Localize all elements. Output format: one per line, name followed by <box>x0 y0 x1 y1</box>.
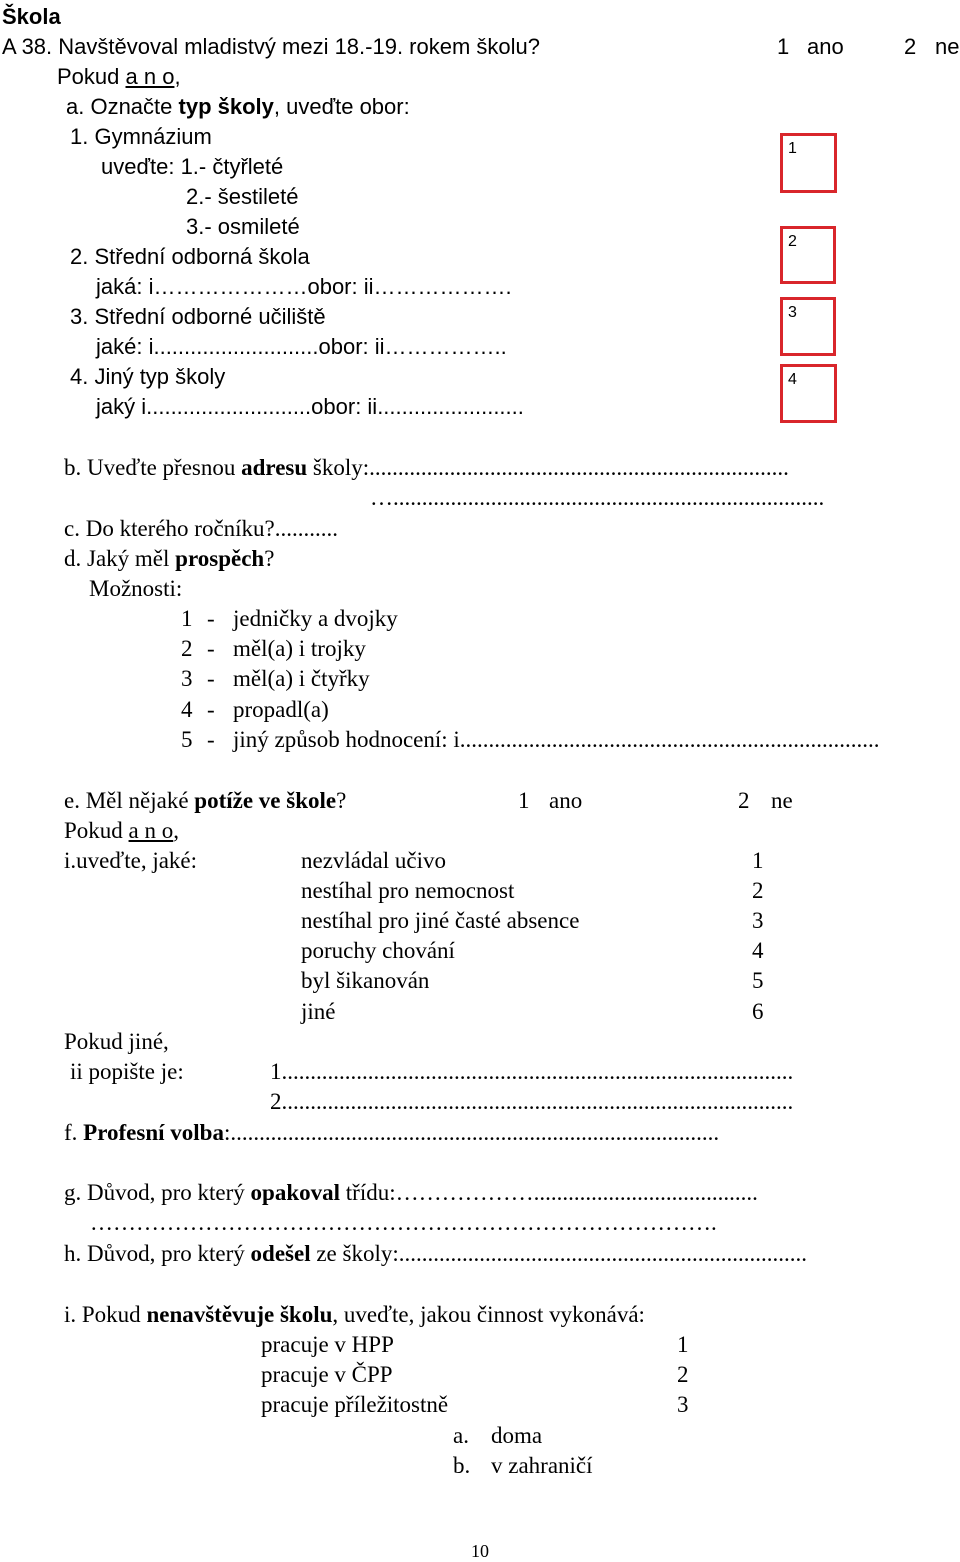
performance-option-code: 5 <box>181 727 193 752</box>
performance-option-dash: - <box>207 666 215 691</box>
performance-option-code: 3 <box>181 666 193 691</box>
question-h-left[interactable]: h. Důvod, pro který odešel ze školy:....................................................................... <box>64 1241 807 1266</box>
e-which-label: i.uveďte, jaké: <box>64 848 198 873</box>
question-a38: A 38. Navštěvoval mladistvý mezi 18.-19. rokem školu? <box>2 34 541 59</box>
question-f-career[interactable]: f. Profesní volba:..................................................................................... <box>64 1120 720 1145</box>
gymnasium-option-1: uveďte: 1.- čtyřleté <box>101 154 284 179</box>
e-yes-label: ano <box>549 788 583 813</box>
e-no-label: ne <box>771 788 793 813</box>
answer-box-3[interactable]: 3 <box>780 297 836 356</box>
question-a-school-type: a. Označte typ školy, uveďte obor: <box>66 94 410 119</box>
answer-box-1[interactable]: 1 <box>780 133 837 193</box>
question-c-grade[interactable]: c. Do kterého ročníku?........... <box>64 516 339 541</box>
activity-label: pracuje příležitostně <box>261 1392 449 1417</box>
problem-code: 5 <box>752 968 764 993</box>
activity-code: 2 <box>677 1362 689 1387</box>
other-problem-line-1[interactable]: 1......................................................................................... <box>270 1059 794 1084</box>
performance-option-code: 2 <box>181 636 193 661</box>
activity-label: pracuje v ČPP <box>261 1362 393 1387</box>
question-g-repeat[interactable]: g. Důvod, pro který opakoval třídu:………………....................................... <box>64 1180 758 1205</box>
question-b-address[interactable]: b. Uveďte přesnou adresu školy:......................................................................... <box>64 455 789 480</box>
page-number: 10 <box>471 1541 489 1561</box>
e-yes-code: 1 <box>518 788 530 813</box>
school-type-4: 4. Jiný typ školy <box>70 364 226 389</box>
problem-label: poruchy chování <box>301 938 455 963</box>
school-type-4-detail[interactable]: jaký i...........................obor: ii........................ <box>96 394 524 419</box>
performance-option-dash: - <box>207 636 215 661</box>
activity-code: 3 <box>677 1392 689 1417</box>
place-label: doma <box>491 1423 543 1448</box>
question-i-activity: i. Pokud nenavštěvuje školu, uveďte, jakou činnost vykonává: <box>64 1302 645 1327</box>
a38-no-code: 2 <box>904 34 917 59</box>
problem-code: 6 <box>752 999 764 1024</box>
performance-option-dash: - <box>207 697 215 722</box>
question-d-performance: d. Jaký měl prospěch? <box>64 546 275 571</box>
performance-options-label: Možnosti: <box>89 576 183 601</box>
performance-option-dash: - <box>207 727 215 752</box>
place-letter: a. <box>453 1423 469 1448</box>
e-if-yes: Pokud a n o, <box>64 818 180 843</box>
problem-label: nestíhal pro jiné časté absence <box>301 908 580 933</box>
section-title: Škola <box>2 4 61 29</box>
school-type-1: 1. Gymnázium <box>70 124 212 149</box>
problem-label: jiné <box>301 999 336 1024</box>
address-continuation[interactable]: …........................................................................... <box>370 485 825 510</box>
gymnasium-option-2: 2.- šestileté <box>186 184 299 209</box>
performance-option-label: měl(a) i trojky <box>233 636 366 661</box>
a38-yes-label: ano <box>807 34 844 59</box>
problem-label: byl šikanován <box>301 968 430 993</box>
performance-option-dash: - <box>207 606 215 631</box>
question-e-problems: e. Měl nějaké potíže ve škole? <box>64 788 347 813</box>
activity-code: 1 <box>677 1332 689 1357</box>
performance-option-label: propadl(a) <box>233 697 329 722</box>
e-no-code: 2 <box>738 788 750 813</box>
performance-option-code: 4 <box>181 697 193 722</box>
a38-no-label: ne <box>935 34 960 59</box>
answer-box-4[interactable]: 4 <box>780 364 837 423</box>
school-type-3: 3. Střední odborné učiliště <box>70 304 326 329</box>
activity-label: pracuje v HPP <box>261 1332 394 1357</box>
answer-box-2[interactable]: 2 <box>780 226 836 284</box>
problem-code: 4 <box>752 938 764 963</box>
a38-yes-code: 1 <box>777 34 790 59</box>
school-type-2: 2. Střední odborná škola <box>70 244 310 269</box>
a38-if-yes: Pokud a n o, <box>57 64 181 89</box>
gymnasium-option-3: 3.- osmileté <box>186 214 300 239</box>
place-label: v zahraničí <box>491 1453 593 1478</box>
place-letter: b. <box>453 1453 471 1478</box>
performance-option-label: měl(a) i čtyřky <box>233 666 370 691</box>
problem-label: nestíhal pro nemocnost <box>301 878 515 903</box>
performance-option-label[interactable]: jiný způsob hodnocení: i......................................................................... <box>233 727 880 752</box>
other-problems-describe: ii popište je: <box>70 1059 184 1084</box>
other-problem-line-2[interactable]: 2......................................................................................... <box>270 1089 794 1114</box>
problem-label: nezvládal učivo <box>301 848 446 873</box>
school-type-2-detail[interactable]: jaká: i…………………obor: ii………………. <box>96 274 512 299</box>
problem-code: 1 <box>752 848 764 873</box>
repeat-continuation[interactable]: ………………………………………………………………………. <box>90 1210 717 1235</box>
performance-option-code: 1 <box>181 606 193 631</box>
performance-option-label: jedničky a dvojky <box>233 606 398 631</box>
other-problems-if: Pokud jiné, <box>64 1029 169 1054</box>
school-type-3-detail[interactable]: jaké: i...........................obor: ii…………….. <box>96 334 507 359</box>
problem-code: 2 <box>752 878 764 903</box>
problem-code: 3 <box>752 908 764 933</box>
